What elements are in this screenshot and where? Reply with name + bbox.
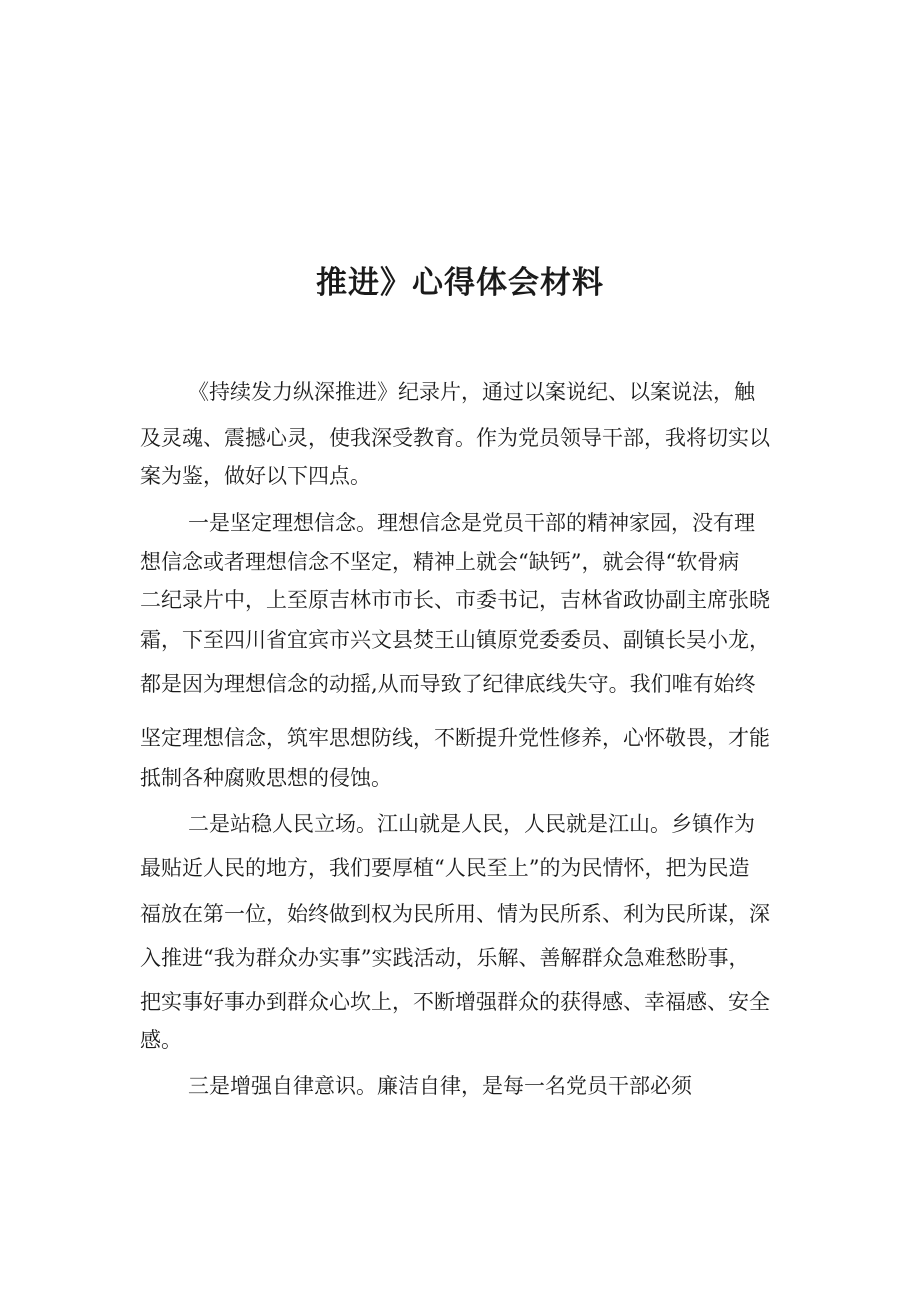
body-line: 把实事好事办到群众心坎上，不断增强群众的获得感、幸福感、安全 xyxy=(140,990,770,1014)
document-title: 推进》心得体会材料 xyxy=(316,265,604,301)
body-line: 感。 xyxy=(140,1028,182,1052)
body-line: 都是因为理想信念的动摇,从而导致了纪律底线失守。我们唯有始终 xyxy=(140,672,756,696)
body-line: 及灵魂、震撼心灵，使我深受教育。作为党员领导干部，我将切实以 xyxy=(140,426,770,450)
body-line: 入推进“我为群众办实事”实践活动，乐解、善解群众急难愁盼事， xyxy=(140,946,750,970)
body-line: 一是坚定理想信念。理想信念是党员干部的精神家园，没有理 xyxy=(188,511,755,535)
body-line: 坚定理想信念，筑牢思想防线，不断提升党性修养，心怀敬畏，才能 xyxy=(140,726,770,750)
body-line: 案为鉴，做好以下四点。 xyxy=(140,464,371,488)
body-line: 最贴近人民的地方，我们要厚植“人民至上”的为民情怀，把为民造 xyxy=(140,856,750,880)
body-line: 想信念或者理想信念不坚定，精神上就会“缺钙”，就会得“软骨病 xyxy=(140,550,740,574)
body-line: 《持续发力纵深推进》纪录片，通过以案说纪、以案说法，触 xyxy=(188,380,755,404)
body-line: 二是站稳人民立场。江山就是人民，人民就是江山。乡镇作为 xyxy=(188,812,755,836)
body-line: 抵制各种腐败思想的侵蚀。 xyxy=(140,766,392,790)
body-line: 霜，下至四川省宜宾市兴文县焚王山镇原党委委员、副镇长吴小龙， xyxy=(140,628,770,652)
body-line: 福放在第一位，始终做到权为民所用、情为民所系、利为民所谋，深 xyxy=(140,902,770,926)
body-line: 三是增强自律意识。廉洁自律，是每一名党员干部必须 xyxy=(188,1074,692,1098)
body-line: 二纪录片中，上至原吉林市市长、市委书记，吉林省政协副主席张晓 xyxy=(140,588,770,612)
